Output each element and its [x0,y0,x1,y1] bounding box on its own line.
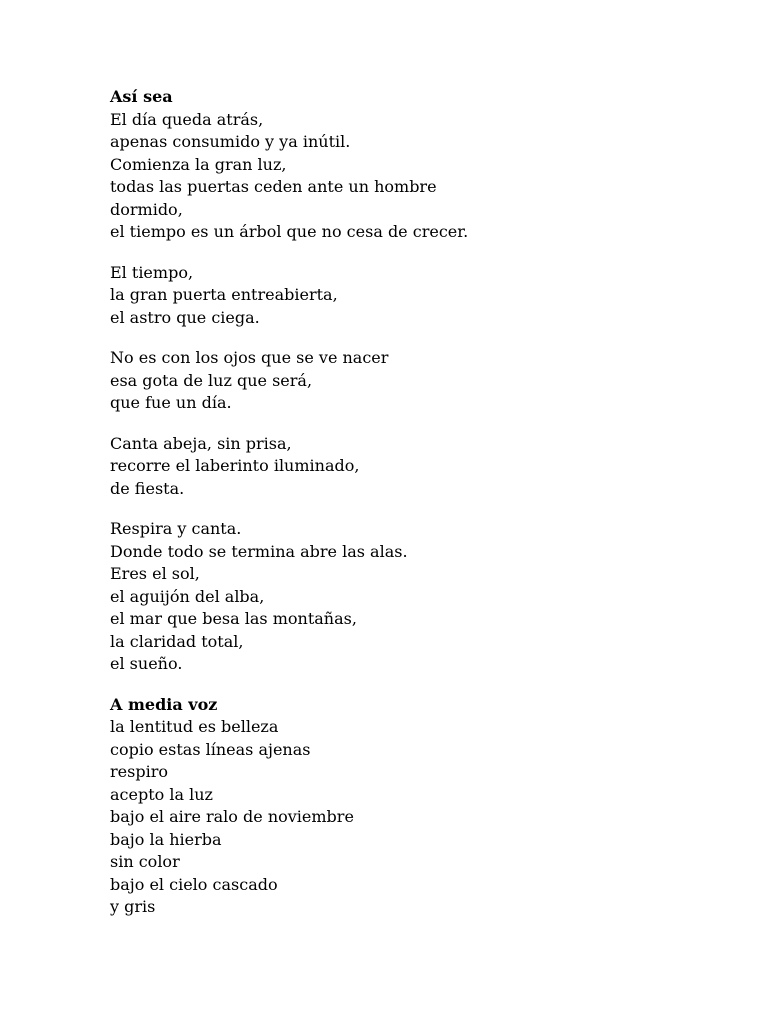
poem-line: la claridad total, [110,631,244,651]
poem-line: bajo el aire ralo de noviembre [110,807,354,826]
poem-line: dormido, [110,199,183,219]
poem-line: Comienza la gran luz, [110,154,287,174]
poem-line: de fiesta. [110,478,185,498]
poem-line: el astro que ciega. [110,307,260,327]
poem-line: El tiempo, [110,262,194,282]
poem-line: el mar que besa las montañas, [110,609,357,628]
poem-line: respiro [110,762,168,781]
poem-asi-sea-stanza-1 [110,86,710,244]
poem-line: todas las puertas ceden ante un hombre [110,177,437,196]
poem-line: Respira y canta. [110,519,242,538]
poem-line: y gris [110,897,156,916]
poem-line: Canta abeja, sin prisa, [110,433,292,453]
poem-line: acepto la luz [110,784,213,804]
poem-line: esa gota de luz que será, [110,370,313,390]
poem-line: el tiempo es un árbol que no cesa de crecer. [110,222,469,241]
poem-line: el sueño. [110,654,183,673]
poem-a-media-voz-stanza-1 [110,694,710,919]
poem-line: bajo la hierba [110,829,222,849]
poem-line: apenas consumido y ya inútil. [110,132,351,151]
document-page [110,86,710,937]
poem-line: Donde todo se termina abre las alas. [110,541,408,561]
poem-asi-sea-stanza-3 [110,347,710,415]
poem-line: bajo el cielo cascado [110,874,278,894]
poem-line: que fue un día. [110,393,232,412]
poem-line: Eres el sol, [110,564,200,583]
poem-asi-sea-stanza-5 [110,518,710,676]
poem-line: la lentitud es belleza [110,717,279,736]
poem-line: sin color [110,852,180,871]
poem-line: No es con los ojos que se ve nacer [110,348,389,367]
poem-line: recorre el laberinto iluminado, [110,456,360,475]
poem-line: copio estas líneas ajenas [110,739,311,759]
poem-line: la gran puerta entreabierta, [110,285,338,304]
poem-line: El día queda atrás, [110,109,264,129]
poem-asi-sea-stanza-2 [110,262,710,330]
poem-title: Así sea [110,87,173,106]
poem-line: el aguijón del alba, [110,586,265,606]
poem-asi-sea-stanza-4 [110,433,710,501]
poem-title: A media voz [110,694,218,714]
